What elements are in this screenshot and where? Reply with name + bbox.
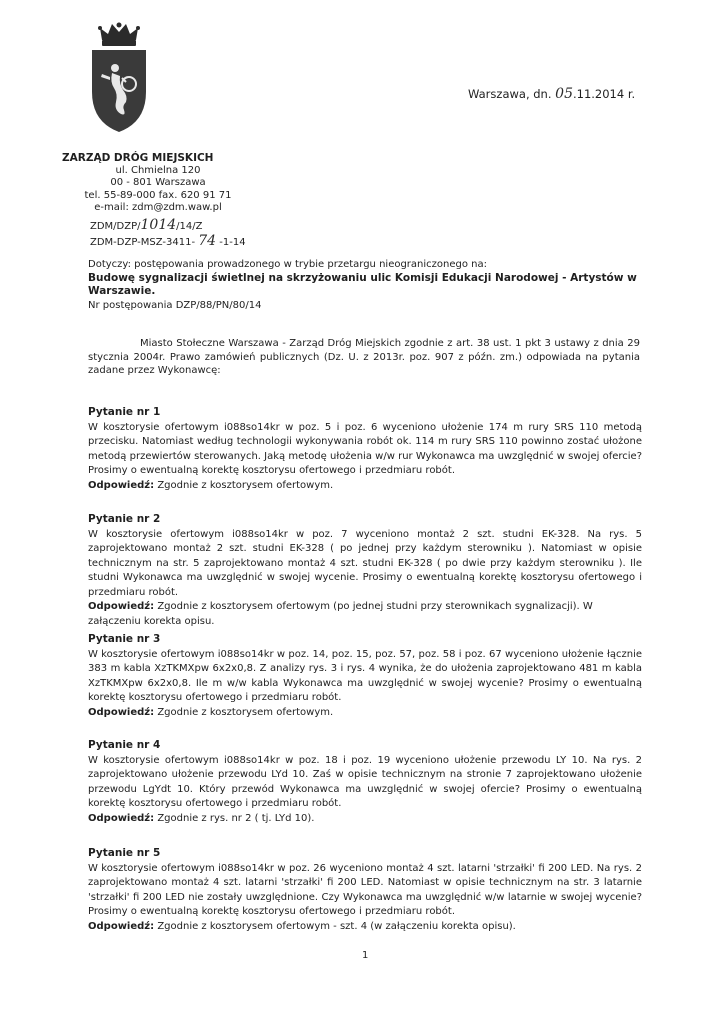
reference-line-2 <box>90 234 246 250</box>
warsaw-coat-of-arms-icon <box>88 22 150 134</box>
date-suffix: .11.2014 r. <box>572 87 636 101</box>
reference-2-suffix: -1-14 <box>219 237 246 248</box>
answer-text: Zgodnie z kosztorysem ofertowym (po jednej studni przy sterownikach sygnalizacji). W załączeniu korekta opisu. <box>88 601 593 627</box>
reference-line-1 <box>90 218 246 234</box>
answer <box>88 479 642 494</box>
place-and-date <box>468 86 635 102</box>
question-body: W kosztorysie ofertowym i088so14kr w poz. 5 i poz. 6 wyceniono ułożenie 174 m rury SRS 110 metodą przecisku. Natomiast według technologii wykonywania robót ok. 114 m rury SRS 110 powinno zostać ułożone metodą przewiertów sterowanych. Jaką metodę ułożenia w/w rur Wykonawca ma uwzględnić w swojej ofercie? Prosimy o ewentualną korektę kosztorysu ofertowego i przedmiaru robót. <box>88 421 642 476</box>
reference-2-number-handwritten: 74 <box>198 233 217 249</box>
answer-text: Zgodnie z kosztorysem ofertowym - szt. 4 (w załączeniu korekta opisu). <box>157 920 516 932</box>
reference-numbers <box>90 218 246 250</box>
subject-line: Dotyczy: postępowania prowadzonego w trybie przetargu nieograniczonego na: <box>88 259 487 270</box>
answer-label: Odpowiedź: <box>88 920 155 932</box>
question-1 <box>88 405 642 493</box>
answer-label: Odpowiedź: <box>88 601 155 612</box>
reference-1-prefix: ZDM/DZP/ <box>90 221 141 232</box>
organization-name: ZARZĄD DRÓG MIEJSKICH <box>62 152 214 164</box>
question-2 <box>88 512 642 629</box>
answer-label: Odpowiedź: <box>88 706 155 718</box>
question-5 <box>88 846 642 934</box>
subject-block <box>88 258 648 312</box>
answer-label: Odpowiedź: <box>88 479 155 491</box>
date-day-handwritten: 05 <box>555 86 573 102</box>
question-title: Pytanie nr 5 <box>88 847 161 859</box>
phone-fax: tel. 55-89-000 fax. 620 91 71 <box>84 189 232 201</box>
answer-label: Odpowiedź: <box>88 812 155 824</box>
question-title: Pytanie nr 2 <box>88 513 161 525</box>
answer-text: Zgodnie z kosztorysem ofertowym. <box>157 706 334 718</box>
answer <box>88 600 642 629</box>
answer-text: Zgodnie z kosztorysem ofertowym. <box>157 479 334 491</box>
question-body: W kosztorysie ofertowym i088so14kr w poz. 14, poz. 15, poz. 57, poz. 58 i poz. 67 wyceniono ułożenie łącznie 383 m kabla XzTKMXpw 6x2x0,8. Z analizy rys. 3 i rys. 4 wynika, że do ułożenia zaprojektowano 481 m kabla XzTKMXpw 6x2x0,8. Ile m w/w kabla Wykonawca ma uwzględnić w swojej wycenie? Prosimy o ewentualną korektę kosztorysu ofertowego i przedmiaru robót. <box>88 648 642 703</box>
question-4 <box>88 738 642 826</box>
question-3 <box>88 632 642 720</box>
answer <box>88 706 642 721</box>
question-title: Pytanie nr 1 <box>88 406 161 418</box>
question-title: Pytanie nr 4 <box>88 739 161 751</box>
question-body: W kosztorysie ofertowym i088so14kr w poz. 26 wyceniono montaż 4 szt. latarni 'strzałki' fi 200 LED. Na rys. 2 zaprojektowano montaż 4 szt. latarni 'strzałki' fi 200 LED. Natomiast w opisie technicznym na str. 3 latarnie 'strzałki' fi 200 LED nie zostały uwzględnione. Czy Wykonawca ma uwzględnić w/w latarnie w swojej wycenie? Prosimy o ewentualną korektę kosztorysu ofertowego i przedmiaru robót. <box>88 862 642 917</box>
intro-paragraph: Miasto Stołeczne Warszawa - Zarząd Dróg Miejskich zgodnie z art. 38 ust. 1 pkt 3 ustawy z dnia 29 stycznia 2004r. Prawo zamówień publicznych (Dz. U. z 2013r. poz. 907 z późn. zm.) odpowiada na pytania zadane przez Wykonawcę: <box>88 338 640 376</box>
street-address: ul. Chmielna 120 <box>115 164 201 176</box>
date-prefix: Warszawa, dn. <box>468 87 552 101</box>
question-title: Pytanie nr 3 <box>88 633 161 645</box>
question-body: W kosztorysie ofertowym i088so14kr w poz. 18 i poz. 19 wyceniono ułożenie przewodu LY 10. Na rys. 2 zaprojektowano ułożenie przewodu LYd 10. Zaś w opisie technicznym na stronie 7 zaprojektowano ułożenie przewodu LgYdt 10. Który przewód Wykonawca ma uwzględnić w swojej ofercie? Prosimy o ewentualną korektę kosztorysu ofertowego i przedmiaru robót. <box>88 754 642 809</box>
answer <box>88 920 642 935</box>
procedure-number: Nr postępowania DZP/88/PN/80/14 <box>88 299 262 311</box>
subject-title: Budowę sygnalizacji świetlnej na skrzyżowaniu ulic Komisji Edukacji Narodowej - Artystów w Warszawie. <box>88 271 637 297</box>
reference-1-suffix: /14/Z <box>176 221 203 232</box>
reference-2-prefix: ZDM-DZP-MSZ-3411- <box>90 237 196 248</box>
answer-text: Zgodnie z rys. nr 2 ( tj. LYd 10). <box>157 812 315 824</box>
answer <box>88 812 642 827</box>
postal-address: 00 - 801 Warszawa <box>110 177 206 189</box>
page-number: 1 <box>362 950 369 961</box>
reference-1-number-handwritten: 1014 <box>140 217 177 233</box>
email-address: e-mail: zdm@zdm.waw.pl <box>94 202 222 214</box>
sender-header <box>58 152 258 215</box>
question-body: W kosztorysie ofertowym i088so14kr w poz. 7 wyceniono montaż 2 szt. studni EK-328. Na rys. 5 zaprojektowano montaż 2 szt. studni EK-328 ( po jednej przy każdym sterowniku ). Natomiast w opisie technicznym na str. 5 zaprojektowano montaż 4 szt. studni EK-328 ( po dwie przy każdym sterowniku ). Ile studni Wykonawca ma uwzględnić w swojej wycenie. Prosimy o ewentualną korektę kosztorysu ofertowego i przedmiaru robót. <box>88 528 642 598</box>
